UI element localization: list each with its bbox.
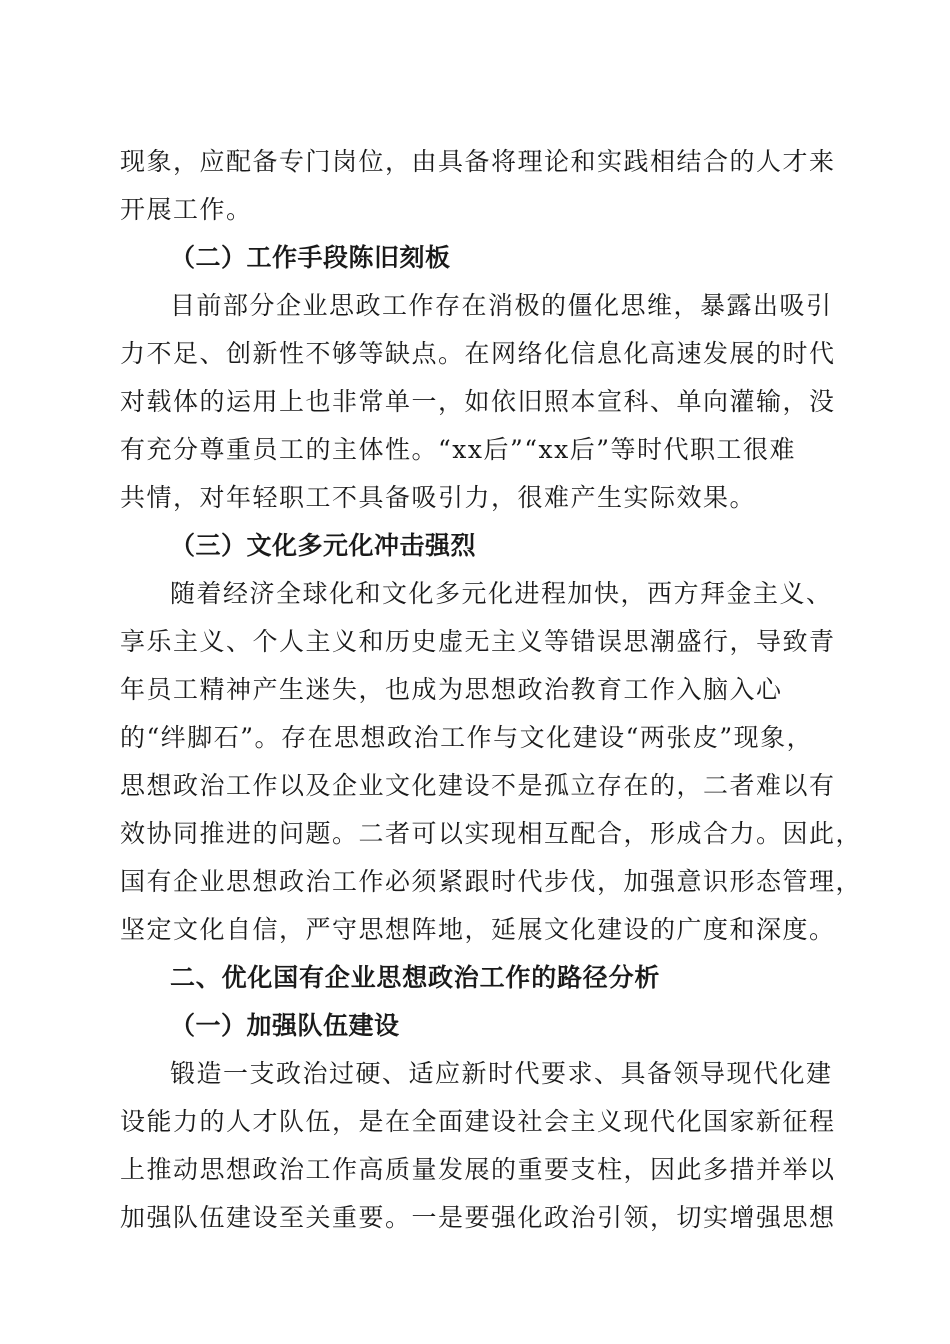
paragraph-line: 效协同推进的问题。二者可以实现相互配合，形成合力。因此， <box>120 819 863 848</box>
paragraph-line: 坚定文化自信，严守思想阵地，延展文化建设的广度和深度。 <box>120 915 836 944</box>
paragraph-line: 目前部分企业思政工作存在消极的僵化思维，暴露出吸引 <box>170 291 833 320</box>
paragraph-line: 思想政治工作以及企业文化建设不是孤立存在的，二者难以有 <box>120 771 836 800</box>
paragraph-line: 锻造一支政治过硬、适应新时代要求、具备领导现代化建 <box>170 1059 833 1088</box>
section-heading: （一）加强队伍建设 <box>170 1011 400 1040</box>
paragraph-line: 年员工精神产生迷失，也成为思想政治教育工作入脑入心 <box>120 675 783 704</box>
paragraph-line: 开展工作。 <box>120 195 253 224</box>
paragraph-line: 上推动思想政治工作高质量发展的重要支柱，因此多措并举以 <box>120 1155 836 1184</box>
paragraph-line: 对载体的运用上也非常单一，如依旧照本宣科、单向灌输，没 <box>120 387 836 416</box>
paragraph-line: 现象，应配备专门岗位，由具备将理论和实践相结合的人才来 <box>120 147 836 176</box>
paragraph-line: 共情，对年轻职工不具备吸引力，很难产生实际效果。 <box>120 483 757 512</box>
paragraph-line: 设能力的人才队伍，是在全面建设社会主义现代化国家新征程 <box>120 1107 836 1136</box>
paragraph-line: 加强队伍建设至关重要。一是要强化政治引领，切实增强思想 <box>120 1203 836 1232</box>
paragraph-line: 享乐主义、个人主义和历史虚无主义等错误思潮盛行，导致青 <box>120 627 836 656</box>
paragraph-line: 有充分尊重员工的主体性。“xx后”“xx后”等时代职工很难 <box>120 435 797 464</box>
chapter-heading: 二、优化国有企业思想政治工作的路径分析 <box>170 963 661 992</box>
paragraph-line: 国有企业思想政治工作必须紧跟时代步伐，加强意识形态管理， <box>120 867 863 896</box>
section-heading: （二）工作手段陈旧刻板 <box>170 243 451 272</box>
section-heading: （三）文化多元化冲击强烈 <box>170 531 477 560</box>
paragraph-line: 随着经济全球化和文化多元化进程加快，西方拜金主义、 <box>170 579 833 608</box>
paragraph-line: 力不足、创新性不够等缺点。在网络化信息化高速发展的时代 <box>120 339 836 368</box>
paragraph-line: 的“绊脚石”。存在思想政治工作与文化建设“两张皮”现象， <box>120 723 814 752</box>
